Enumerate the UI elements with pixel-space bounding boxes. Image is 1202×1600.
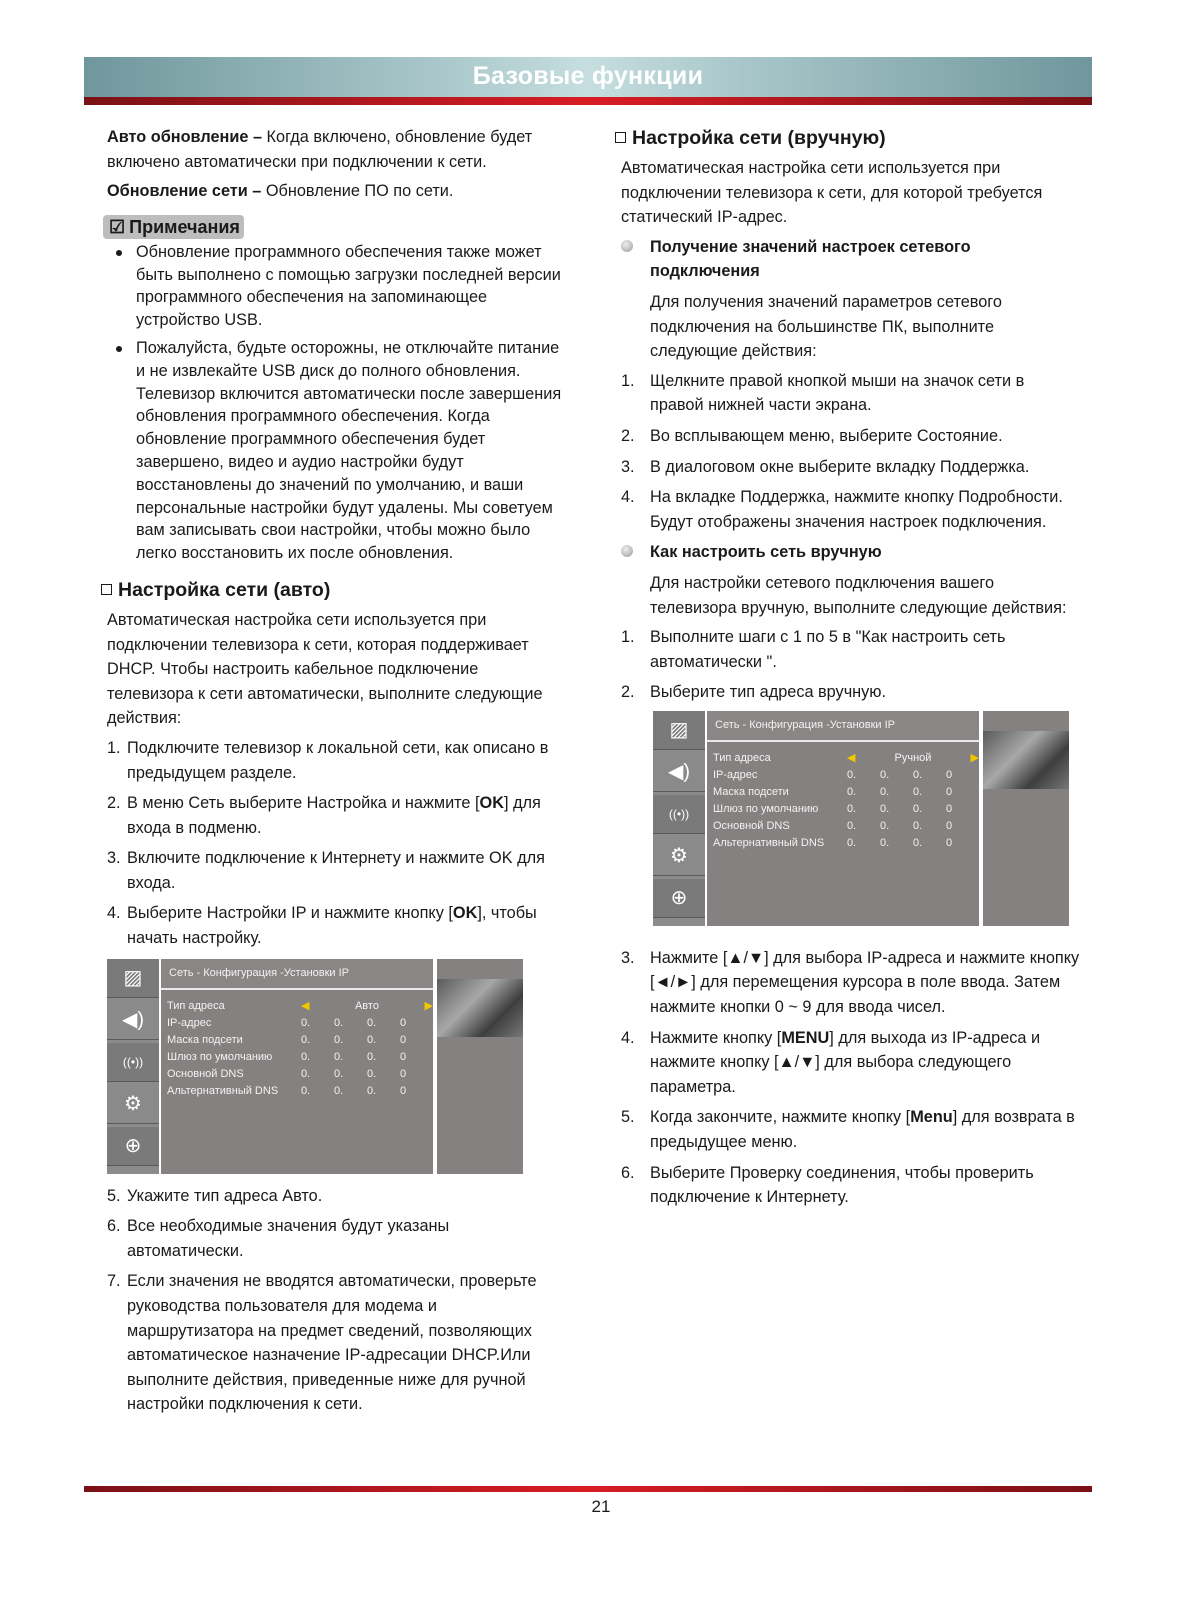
step-item xyxy=(107,791,567,840)
menu-row xyxy=(167,1066,433,1083)
row-value: 0. xyxy=(846,768,857,781)
row-value: Авто xyxy=(354,999,379,1012)
note-item: Пожалуйста, будьте осторожны, не отключайте питание и не извлекайте USB диск до полного обновления. Телевизор включится автоматически после завершения обновления программного обеспечения. Когда обновление программного обеспечения будет завершено, видео и аудио настройки будут восстановлены до значений по умолчанию, и ваши персональные настройки будут удалены. Мы советуем вам записывать свои настройки, чтобы можно было легко восстановить их после обновления. xyxy=(136,337,567,565)
term: Обновление сети – xyxy=(107,182,262,201)
step-text: ] для входа в подменю. xyxy=(127,794,541,837)
row-value: 0. xyxy=(912,836,923,849)
menu-panel xyxy=(707,711,979,926)
menu-row xyxy=(713,835,979,852)
row-value: 0. xyxy=(879,819,890,832)
row-value: 0. xyxy=(300,1016,311,1029)
menu-row xyxy=(167,1083,433,1100)
step-text: Выполните шаги с 1 по 5 в "Как настроить сеть автоматически ". xyxy=(650,628,1006,671)
row-value: 0. xyxy=(912,768,923,781)
notes-title: Примечания xyxy=(129,216,240,237)
step-text: В меню Сеть выберите Настройка и нажмите [ xyxy=(127,794,480,813)
step-number: 2. xyxy=(107,794,121,813)
step-number: 3. xyxy=(107,849,121,868)
menu-icon-column xyxy=(653,711,705,926)
step-number: 1. xyxy=(621,628,635,647)
step-text: ] для возврата в предыдущее меню. xyxy=(650,1108,1075,1152)
row-value: 0. xyxy=(846,802,857,815)
menu-title: Сеть - Конфигурация -Установки IP xyxy=(707,711,979,742)
subheading: Как настроить сеть вручную xyxy=(621,540,1081,565)
step-item xyxy=(107,736,567,785)
subheading: Получение значений настроек сетевого подключения xyxy=(621,235,1081,284)
step-text: Когда закончите, нажмите кнопку [ xyxy=(650,1108,911,1127)
step-text: Выберите тип адреса вручную. xyxy=(650,683,887,702)
step-item xyxy=(621,455,1081,480)
step-item xyxy=(621,1026,1081,1100)
step-text: На вкладке Поддержка, нажмите кнопку Подробности. Будут отображены значения настроек подключения. xyxy=(650,488,1063,531)
row-label: Шлюз по умолчанию xyxy=(713,802,819,815)
intro-paragraph: Автоматическая настройка сети используется при подключении телевизора к сети, которая поддерживает DHCP. Чтобы настроить кабельное подключение телевизора к сети автоматически, выполните следующие действия: xyxy=(107,610,543,728)
preview-image xyxy=(437,979,523,1037)
row-value: Ручной xyxy=(894,751,932,764)
left-column xyxy=(107,125,567,1423)
row-value: 0. xyxy=(366,1084,377,1097)
step-item xyxy=(621,424,1081,449)
menu-row xyxy=(167,1015,433,1032)
row-value: 0. xyxy=(879,785,890,798)
tv-menu-screenshot-manual xyxy=(653,711,1069,926)
row-value: 0. xyxy=(912,785,923,798)
steps-list xyxy=(621,369,1081,535)
row-value: 0. xyxy=(846,785,857,798)
row-value: 0 xyxy=(945,819,953,832)
page-number: 21 xyxy=(591,1497,611,1516)
key-label: OK xyxy=(479,794,504,813)
row-value: 0. xyxy=(333,1033,344,1046)
row-value: 0. xyxy=(879,836,890,849)
row-value: 0. xyxy=(366,1067,377,1080)
row-value: 0. xyxy=(300,1050,311,1063)
row-label: Основной DNS xyxy=(713,819,790,832)
row-value: 0 xyxy=(399,1016,407,1029)
step-item xyxy=(107,1184,567,1209)
row-value: 0 xyxy=(945,785,953,798)
row-value: 0. xyxy=(366,1033,377,1046)
heading-text: Настройка сети (вручную) xyxy=(632,127,886,149)
menu-row xyxy=(713,801,979,818)
step-number: 6. xyxy=(107,1217,121,1236)
row-value: 0. xyxy=(333,1050,344,1063)
footer-divider xyxy=(84,1486,1092,1492)
menu-row xyxy=(713,767,979,784)
square-bullet-icon xyxy=(101,584,112,595)
step-number: 4. xyxy=(621,488,635,507)
row-value: 0. xyxy=(300,1067,311,1080)
tv-menu-screenshot-auto xyxy=(107,959,523,1174)
step-item xyxy=(621,485,1081,534)
menu-row xyxy=(167,1032,433,1049)
network-icon: ((•)) xyxy=(107,1043,159,1082)
sub-paragraph: Для настройки сетевого подключения вашего телевизора вручную, выполните следующие действия: xyxy=(650,573,1067,617)
row-label: Маска подсети xyxy=(167,1033,243,1046)
step-item xyxy=(107,846,567,895)
step-number: 1. xyxy=(107,738,121,757)
arrow-right-icon: ▶ xyxy=(424,999,433,1012)
row-value: 0. xyxy=(333,1067,344,1080)
row-label: Альтернативный DNS xyxy=(713,836,825,849)
menu-icon-column xyxy=(107,959,159,1174)
note-item: Обновление программного обеспечения также может быть выполнено с помощью загрузки последней версии программного обеспечения на запоминающее устройство USB. xyxy=(136,241,567,332)
steps-list-continued xyxy=(107,1184,567,1417)
step-number: 7. xyxy=(107,1272,121,1291)
step-number: 3. xyxy=(621,457,635,476)
menu-row-address-type xyxy=(167,998,433,1015)
row-value: 0. xyxy=(879,802,890,815)
globe-icon: ⊕ xyxy=(107,1127,159,1166)
definition: Когда включено, обновление будет включено автоматически при подключении к сети. xyxy=(107,128,533,171)
row-label: IP-адрес xyxy=(713,768,758,781)
header-divider xyxy=(84,97,1092,105)
step-text: Подключите телевизор к локальной сети, как описано в предыдущем разделе. xyxy=(127,738,549,782)
step-number: 3. xyxy=(621,948,635,967)
step-text: Нажмите [▲/▼] для выбора IP-адреса и нажмите кнопку [◄/►] для перемещения курсора в поле ввода. Затем нажмите кнопки 0 ~ 9 для ввода чисел. xyxy=(650,948,1080,1017)
checkbox-pen-icon: ☑ xyxy=(109,216,126,237)
preview-image xyxy=(983,731,1069,789)
menu-row xyxy=(713,818,979,835)
step-text: Включите подключение к Интернету и нажмите OK для входа. xyxy=(127,849,545,892)
step-text: Если значения не вводятся автоматически, проверьте руководства пользователя для модема и маршрутизатора на предмет сведений, позволяющих автоматическое назначение IP-адресации DHCP.Или выполните действия, приведенные ниже для ручной настройки подключения к сети. xyxy=(127,1272,537,1414)
menu-panel xyxy=(161,959,433,1174)
steps-list-continued xyxy=(621,946,1081,1210)
row-value: 0 xyxy=(945,802,953,815)
steps-list xyxy=(621,625,1081,705)
right-column xyxy=(621,125,1081,1216)
section-heading-auto xyxy=(101,577,567,603)
row-label: Тип адреса xyxy=(167,999,225,1012)
step-item xyxy=(621,369,1081,418)
step-text: Нажмите кнопку [ xyxy=(650,1028,782,1047)
menu-row xyxy=(713,784,979,801)
step-number: 2. xyxy=(621,683,635,702)
row-value: 0. xyxy=(912,802,923,815)
step-text: В диалоговом окне выберите вкладку Поддержка. xyxy=(650,457,1030,476)
step-item xyxy=(107,1214,567,1263)
speaker-icon: ◀) xyxy=(107,1001,159,1040)
step-text: Во всплывающем меню, выберите Состояние. xyxy=(650,426,1003,445)
step-number: 5. xyxy=(107,1186,121,1205)
gear-icon: ⚙ xyxy=(653,837,705,876)
step-item xyxy=(621,1105,1081,1154)
arrow-left-icon: ◀ xyxy=(300,999,310,1012)
step-text: ], чтобы начать настройку. xyxy=(127,904,537,948)
row-label: Шлюз по умолчанию xyxy=(167,1050,273,1063)
row-value: 0. xyxy=(846,819,857,832)
step-number: 6. xyxy=(621,1163,635,1182)
step-number: 4. xyxy=(107,904,121,923)
auto-update-paragraph xyxy=(107,125,567,174)
row-label: Маска подсети xyxy=(713,785,789,798)
row-label: Альтернативный DNS xyxy=(167,1084,279,1097)
step-text: Выберите Проверку соединения, чтобы проверить подключение к Интернету. xyxy=(650,1163,1034,1207)
row-value: 0. xyxy=(300,1084,311,1097)
menu-title: Сеть - Конфигурация -Установки IP xyxy=(161,959,433,990)
step-number: 4. xyxy=(621,1028,635,1047)
row-value: 0 xyxy=(399,1050,407,1063)
step-text: Все необходимые значения будут указаны автоматически. xyxy=(127,1217,450,1260)
menu-row-address-type xyxy=(713,750,979,767)
step-text: Щелкните правой кнопкой мыши на значок сети в правой нижней части экрана. xyxy=(650,371,1025,415)
row-value: 0. xyxy=(912,819,923,832)
page-title: Базовые функции xyxy=(472,62,704,90)
row-value: 0 xyxy=(399,1084,407,1097)
row-label: Тип адреса xyxy=(713,751,771,764)
row-value: 0 xyxy=(399,1067,407,1080)
row-value: 0. xyxy=(366,1050,377,1063)
key-label: MENU xyxy=(781,1028,830,1047)
row-value: 0 xyxy=(399,1033,407,1046)
key-label: Menu xyxy=(910,1108,953,1127)
step-text: Укажите тип адреса Авто. xyxy=(127,1186,323,1205)
steps-list xyxy=(107,736,567,951)
step-item xyxy=(621,625,1081,674)
step-text: Выберите Настройки IP и нажмите кнопку [ xyxy=(127,904,453,923)
preview-panel xyxy=(437,959,523,1174)
step-item xyxy=(621,680,1081,705)
row-value: 0. xyxy=(333,1084,344,1097)
heading-text: Настройка сети (авто) xyxy=(118,578,331,601)
gear-icon: ⚙ xyxy=(107,1085,159,1124)
row-value: 0. xyxy=(333,1016,344,1029)
row-label: Основной DNS xyxy=(167,1067,244,1080)
menu-row xyxy=(167,1049,433,1066)
notes-label xyxy=(103,215,244,239)
sub-paragraph: Для получения значений параметров сетевого подключения на большинстве ПК, выполните следующие действия: xyxy=(650,292,1002,361)
step-item xyxy=(107,901,567,950)
section-heading-manual xyxy=(615,125,1081,151)
step-text: ] для выхода из IP-адреса и нажмите кнопку [▲/▼] для выбора следующего параметра. xyxy=(650,1028,1041,1096)
row-label: IP-адрес xyxy=(167,1016,212,1029)
step-item xyxy=(621,1161,1081,1210)
notes-list xyxy=(107,241,567,565)
row-value: 0 xyxy=(945,836,953,849)
step-number: 2. xyxy=(621,426,635,445)
picture-icon: ▨ xyxy=(107,959,159,998)
key-label: OK xyxy=(452,904,478,923)
step-number: 5. xyxy=(621,1108,635,1127)
row-value: 0. xyxy=(300,1033,311,1046)
row-value: 0. xyxy=(846,836,857,849)
row-value: 0. xyxy=(879,768,890,781)
picture-icon: ▨ xyxy=(653,711,705,750)
step-number: 1. xyxy=(621,371,635,390)
network-icon: ((•)) xyxy=(653,795,705,834)
intro-paragraph: Автоматическая настройка сети используется при подключении телевизора к сети, для которой требуется статический IP-адрес. xyxy=(621,159,1043,227)
arrow-left-icon: ◀ xyxy=(846,751,856,764)
section-banner xyxy=(84,57,1092,97)
term: Авто обновление – xyxy=(107,128,263,146)
row-value: 0 xyxy=(945,768,953,781)
speaker-icon: ◀) xyxy=(653,753,705,792)
globe-icon: ⊕ xyxy=(653,879,705,918)
network-update-paragraph xyxy=(107,179,567,204)
preview-panel xyxy=(983,711,1069,926)
definition: Обновление ПО по сети. xyxy=(261,182,454,201)
step-item xyxy=(621,946,1081,1020)
arrow-right-icon: ▶ xyxy=(970,751,979,764)
square-bullet-icon xyxy=(615,132,626,143)
row-value: 0. xyxy=(366,1016,377,1029)
step-item xyxy=(107,1269,567,1417)
